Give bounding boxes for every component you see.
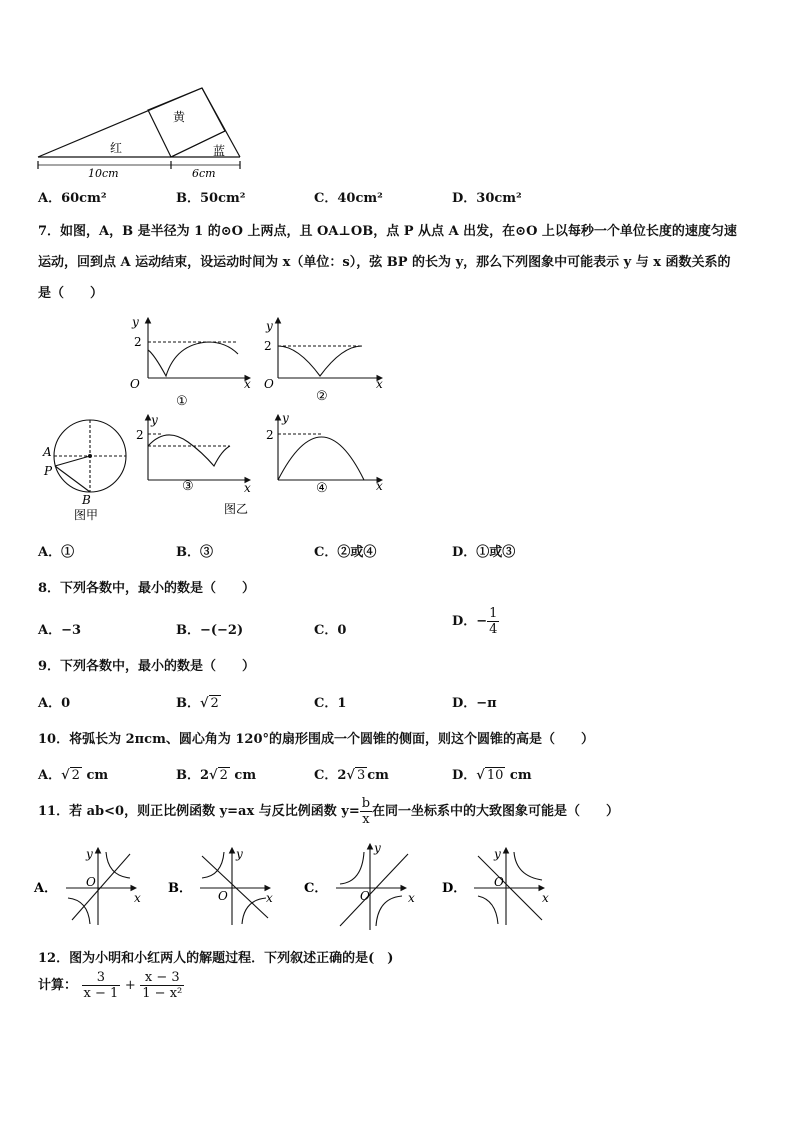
g3-two-label: 2 (136, 428, 144, 442)
graph-3-label: ③ (182, 479, 194, 494)
q10-option-a[interactable]: A．√ 2 cm (38, 768, 109, 783)
g1-x-label: x (244, 377, 251, 391)
fraction-2 (140, 970, 184, 1001)
q8-option-c[interactable]: C．0 (314, 623, 347, 638)
point-b-label: B (82, 493, 91, 507)
unit-cm: cm (86, 768, 109, 783)
fraction-b-over-x (360, 796, 372, 827)
q7-option-d[interactable]: D．①或③ (452, 545, 516, 560)
radicand: 2 (210, 696, 219, 711)
a-y-label: y (86, 847, 93, 861)
d-origin-label: O (494, 875, 504, 889)
fraction-numerator: x − 3 (140, 970, 184, 986)
q8-stem: 8．下列各数中，最小的数是（ ） (38, 581, 256, 596)
yellow-label: 黄 (173, 110, 186, 124)
g4-x-label: x (376, 479, 383, 493)
g2-two-label: 2 (264, 339, 272, 353)
fraction-denominator: x (362, 812, 370, 827)
g2-y-label: y (266, 319, 273, 333)
q11-label-c[interactable]: C． (304, 881, 328, 896)
q11-label-b[interactable]: B． (168, 881, 192, 896)
fraction-numerator: 1 (489, 606, 498, 621)
g1-y-label: y (132, 315, 139, 329)
red-label: 红 (110, 141, 123, 155)
d-x-label: x (542, 891, 549, 905)
c-y-label: y (374, 841, 381, 855)
unit-cm: cm (234, 768, 257, 783)
a-x-label: x (134, 891, 141, 905)
a-origin-label: O (86, 875, 96, 889)
calc-label: 计算： (38, 978, 78, 993)
radicand: 10 (486, 768, 504, 783)
point-p-label: P (44, 464, 53, 478)
figure-b-caption: 图乙 (224, 502, 249, 516)
blue-label: 蓝 (213, 144, 226, 158)
q10-option-b-prefix: B．2 (176, 768, 210, 783)
g2-x-label: x (376, 377, 383, 391)
q12-calculation (38, 970, 184, 1001)
fraction-numerator: b (361, 796, 371, 811)
q7-stem-line3: 是（ ） (38, 286, 104, 301)
q11-stem-part-a: 11．若 ab<0，则正比例函数 y=ax 与反比例函数 y= (38, 804, 360, 819)
fraction-one-quarter (487, 606, 499, 637)
plus-sign: + (124, 978, 136, 993)
q6-diagram (30, 75, 250, 185)
q11-label-d[interactable]: D． (442, 881, 467, 896)
q10-option-a-prefix: A． (38, 768, 62, 783)
q10-option-d-prefix: D． (452, 768, 477, 783)
q9-option-b[interactable]: B．√ 2 (176, 696, 219, 711)
fraction-denominator: 1 − x² (142, 986, 183, 1001)
q7-option-b[interactable]: B．③ (176, 545, 213, 560)
q7-option-a[interactable]: A．① (38, 545, 75, 560)
g3-y-label: y (151, 413, 158, 427)
figure-a-caption: 图甲 (74, 508, 99, 522)
length-10cm-label: 10cm (88, 167, 119, 180)
graph-2-label: ② (316, 389, 328, 404)
radicand: 2 (219, 768, 228, 783)
radicand: 2 (71, 768, 80, 783)
q12-stem: 12．图为小明和小红两人的解题过程．下列叙述正确的是( ) (38, 951, 394, 966)
q10-stem: 10．将弧长为 2πcm、圆心角为 120°的扇形围成一个圆锥的侧面，则这个圆锥的高是（ ） (38, 732, 595, 747)
q6-option-d[interactable]: D．30cm² (452, 191, 522, 206)
g1-two-label: 2 (134, 335, 142, 349)
length-6cm-label: 6cm (192, 167, 216, 180)
q6-option-c[interactable]: C．40cm² (314, 191, 383, 206)
q8-option-d[interactable] (452, 606, 499, 637)
b-origin-label: O (218, 889, 228, 903)
fraction-numerator: 3 (82, 970, 121, 986)
q11-stem (38, 796, 619, 827)
point-a-label: A (43, 445, 52, 459)
q7-figure (30, 310, 390, 525)
b-y-label: y (236, 847, 243, 861)
q10-option-d[interactable]: D．√ 10 cm (452, 768, 532, 783)
q8-option-a[interactable]: A．−3 (38, 623, 82, 638)
g4-two-label: 2 (266, 428, 274, 442)
q9-option-c[interactable]: C．1 (314, 696, 347, 711)
q7-stem-line2: 运动，回到点 A 运动结束，设运动时间为 x（单位：s），弦 BP 的长为 y，那么下列图象中可能表示 y 与 x 函数关系的 (38, 255, 731, 270)
q9-stem: 9．下列各数中，最小的数是（ ） (38, 659, 256, 674)
graph-1-label: ① (176, 394, 188, 409)
q9-option-d[interactable]: D．−π (452, 696, 497, 711)
q10-option-c-prefix: C．2 (314, 768, 347, 783)
q9-option-b-prefix: B． (176, 696, 200, 711)
g2-origin-label: O (264, 377, 274, 391)
c-x-label: x (408, 891, 415, 905)
q10-option-c[interactable]: C．2√ 3 cm (314, 768, 389, 783)
b-x-label: x (266, 891, 273, 905)
c-origin-label: O (360, 889, 370, 903)
d-y-label: y (494, 847, 501, 861)
unit-cm: cm (367, 768, 389, 783)
unit-cm: cm (509, 768, 532, 783)
q7-stem-line1: 7．如图，A，B 是半径为 1 的⊙O 上两点，且 OA⊥OB，点 P 从点 A 出发，在⊙O 上以每秒一个单位长度的速度匀速 (38, 224, 737, 239)
radicand: 3 (356, 768, 366, 783)
fraction-denominator: x − 1 (83, 986, 119, 1001)
q10-option-b[interactable]: B．2√ 2 cm (176, 768, 257, 783)
g4-y-label: y (282, 411, 289, 425)
fraction-denominator: 4 (489, 622, 498, 637)
q6-option-b[interactable]: B．50cm² (176, 191, 246, 206)
g3-x-label: x (244, 481, 251, 495)
q11-stem-part-b: 在同一坐标系中的大致图象可能是（ ） (372, 804, 620, 819)
q7-option-c[interactable]: C．②或④ (314, 545, 377, 560)
q8-option-d-prefix: D．− (452, 614, 488, 629)
graph-4-label: ④ (316, 481, 328, 496)
g1-origin-label: O (130, 377, 140, 391)
q8-option-b[interactable]: B．−(−2) (176, 623, 244, 638)
q11-label-a[interactable]: A． (34, 881, 58, 896)
fraction-1 (82, 970, 121, 1001)
q11-graphs (30, 840, 560, 935)
q6-option-a[interactable]: A．60cm² (38, 191, 107, 206)
q9-option-a[interactable]: A．0 (38, 696, 71, 711)
